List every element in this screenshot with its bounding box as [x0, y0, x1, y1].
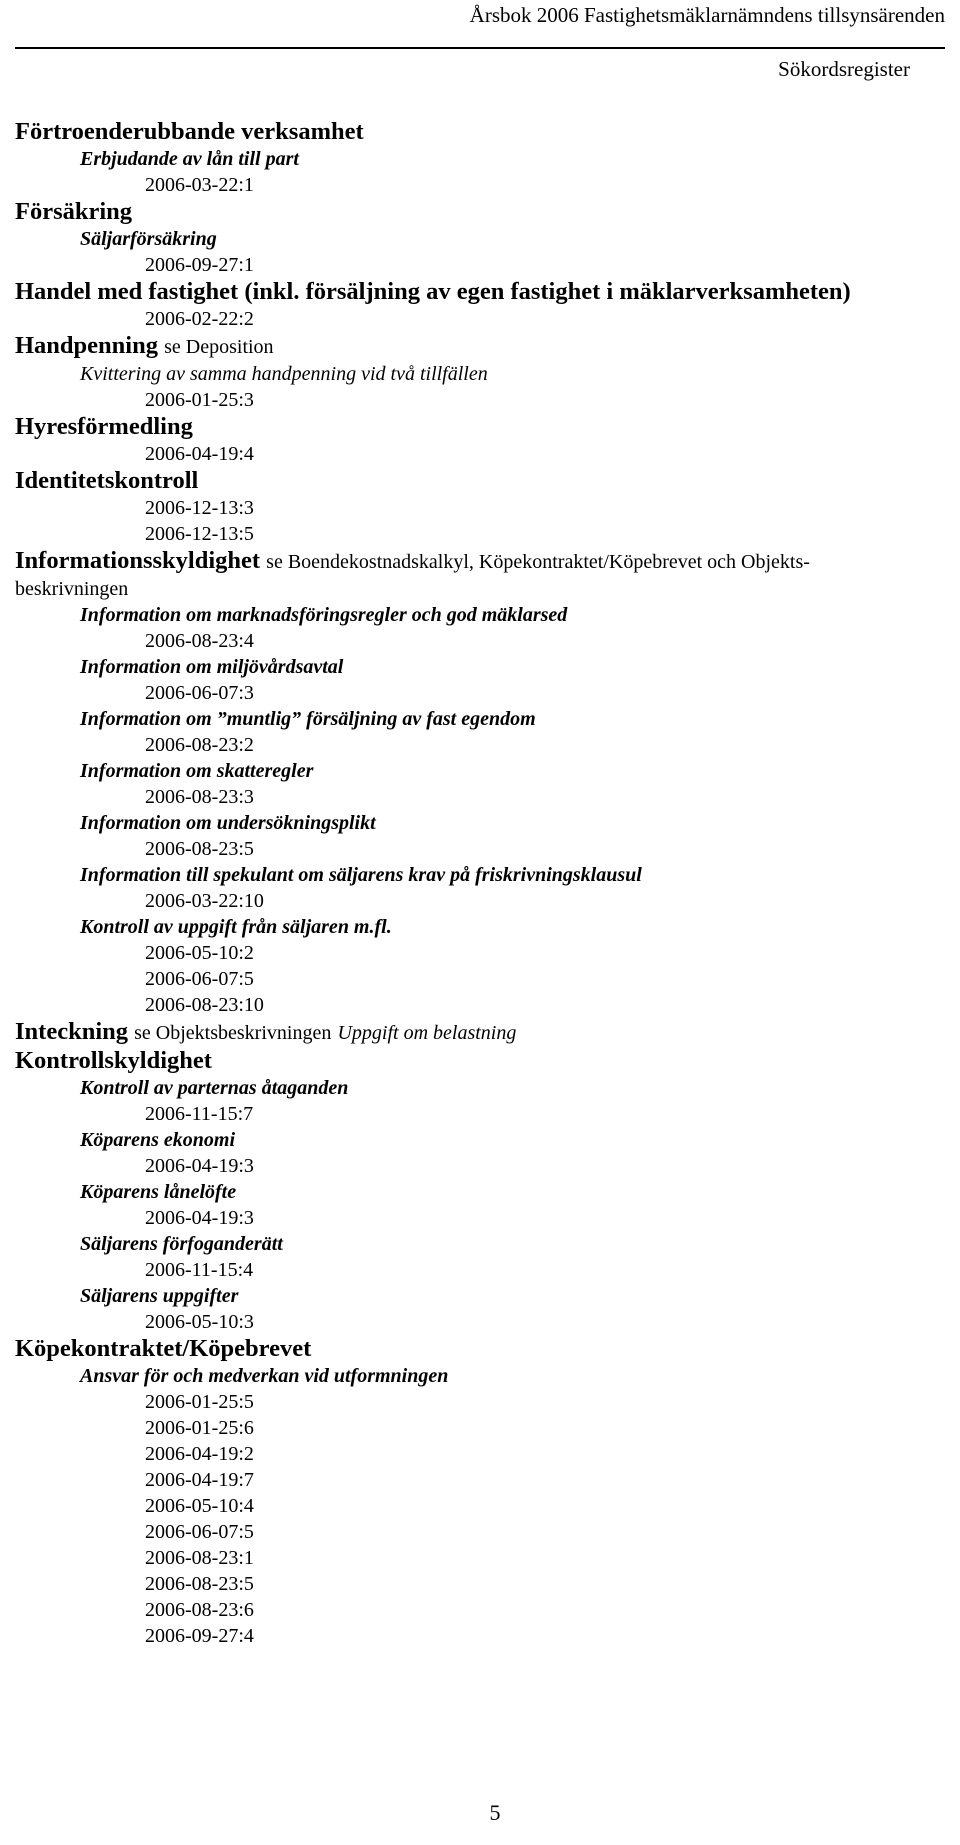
- subtopic: Kontroll av parternas åtaganden: [80, 1077, 349, 1099]
- running-header: [0, 0, 945, 30]
- case-reference: 2006-08-23:5: [145, 1573, 254, 1595]
- subtopic: Kvittering av samma handpenning vid två tillfällen: [80, 363, 488, 385]
- see-reference: se Objektsbeskrivningen: [134, 1022, 332, 1044]
- case-reference: 2006-04-19:4: [145, 443, 254, 465]
- case-reference: 2006-01-25:5: [145, 1391, 254, 1413]
- subtopic: Information om miljövårdsavtal: [80, 656, 344, 678]
- subtopic: Information om undersökningsplikt: [80, 812, 376, 834]
- case-reference: 2006-12-13:5: [145, 523, 254, 545]
- case-reference: 2006-08-23:5: [145, 838, 254, 860]
- see-reference-detail: Uppgift om belastning: [337, 1022, 517, 1044]
- index-term: [15, 118, 930, 146]
- case-reference: 2006-01-25:3: [145, 389, 254, 411]
- index-list: [15, 118, 930, 1649]
- case-reference: 2006-03-22:1: [145, 174, 254, 196]
- subtopic: Information om skatteregler: [80, 760, 314, 782]
- subtopic: Köparens lånelöfte: [80, 1181, 237, 1203]
- term-heading: Handel med fastighet (inkl. försäljning av egen fastighet i mäklarverksamheten): [15, 278, 851, 305]
- term-heading: Inteckning: [15, 1018, 129, 1045]
- case-reference: 2006-05-10:4: [145, 1495, 254, 1517]
- index-term: [15, 332, 930, 361]
- index-term: [15, 1018, 930, 1047]
- term-heading: Identitetskontroll: [15, 467, 199, 494]
- case-reference: 2006-04-19:3: [145, 1207, 254, 1229]
- case-reference: 2006-11-15:7: [145, 1103, 254, 1125]
- subtopic: Information till spekulant om säljarens krav på friskrivningsklausul: [80, 864, 642, 886]
- term-heading: Köpekontraktet/Köpebrevet: [15, 1335, 312, 1362]
- case-reference: 2006-12-13:3: [145, 497, 254, 519]
- term-heading: Informationsskyldighet: [15, 547, 261, 574]
- index-term: [15, 198, 930, 226]
- header-title: Årsbok 2006 Fastighetsmäklarnämndens tillsynsärenden: [469, 3, 945, 27]
- case-reference: 2006-04-19:3: [145, 1155, 254, 1177]
- case-reference: 2006-08-23:4: [145, 630, 254, 652]
- index-term: [15, 547, 930, 576]
- subtopic: Säljarförsäkring: [80, 228, 217, 250]
- subtopic: Kontroll av uppgift från säljaren m.fl.: [80, 916, 392, 938]
- header-rule: [15, 47, 945, 49]
- subtopic: Erbjudande av lån till part: [80, 148, 299, 170]
- index-term: [15, 1047, 930, 1075]
- case-reference: 2006-08-23:6: [145, 1599, 254, 1621]
- see-reference: se Boendekostnadskalkyl, Köpekontraktet/Köpebrevet och Objekts-: [266, 551, 810, 573]
- case-reference: 2006-06-07:5: [145, 1521, 254, 1543]
- case-reference: 2006-11-15:4: [145, 1259, 254, 1281]
- subtopic: Säljarens förfoganderätt: [80, 1233, 283, 1255]
- case-reference: 2006-08-23:1: [145, 1547, 254, 1569]
- subtopic: Information om marknadsföringsregler och god mäklarsed: [80, 604, 568, 626]
- see-reference-continued: beskrivningen: [15, 578, 129, 600]
- index-term: [15, 467, 930, 495]
- case-reference: 2006-08-23:10: [145, 994, 264, 1016]
- case-reference: 2006-02-22:2: [145, 308, 254, 330]
- term-heading: Förtroenderubbande verksamhet: [15, 118, 364, 145]
- term-heading: Hyresförmedling: [15, 413, 193, 440]
- index-term: [15, 1335, 930, 1363]
- term-heading: Handpenning: [15, 332, 158, 359]
- case-reference: 2006-08-23:2: [145, 734, 254, 756]
- case-reference: 2006-04-19:2: [145, 1443, 254, 1465]
- case-reference: 2006-01-25:6: [145, 1417, 254, 1439]
- subtopic: Information om ”muntlig” försäljning av fast egendom: [80, 708, 536, 730]
- section-title: Sökordsregister: [778, 57, 910, 81]
- see-reference: se Deposition: [164, 336, 274, 358]
- subtopic: Säljarens uppgifter: [80, 1285, 239, 1307]
- case-reference: 2006-06-07:5: [145, 968, 254, 990]
- page-footer: [0, 1800, 960, 1826]
- subtopic: Köparens ekonomi: [80, 1129, 236, 1151]
- case-reference: 2006-09-27:1: [145, 254, 254, 276]
- case-reference: 2006-05-10:2: [145, 942, 254, 964]
- case-reference: 2006-08-23:3: [145, 786, 254, 808]
- case-reference: 2006-06-07:3: [145, 682, 254, 704]
- page-number: 5: [489, 1800, 501, 1825]
- case-reference: 2006-05-10:3: [145, 1311, 254, 1333]
- index-term: [15, 278, 930, 306]
- term-heading: Försäkring: [15, 198, 133, 225]
- term-heading: Kontrollskyldighet: [15, 1047, 212, 1074]
- case-reference: 2006-09-27:4: [145, 1625, 254, 1647]
- subtopic: Ansvar för och medverkan vid utformningen: [80, 1365, 449, 1387]
- index-term: [15, 413, 930, 441]
- case-reference: 2006-04-19:7: [145, 1469, 254, 1491]
- case-reference: 2006-03-22:10: [145, 890, 264, 912]
